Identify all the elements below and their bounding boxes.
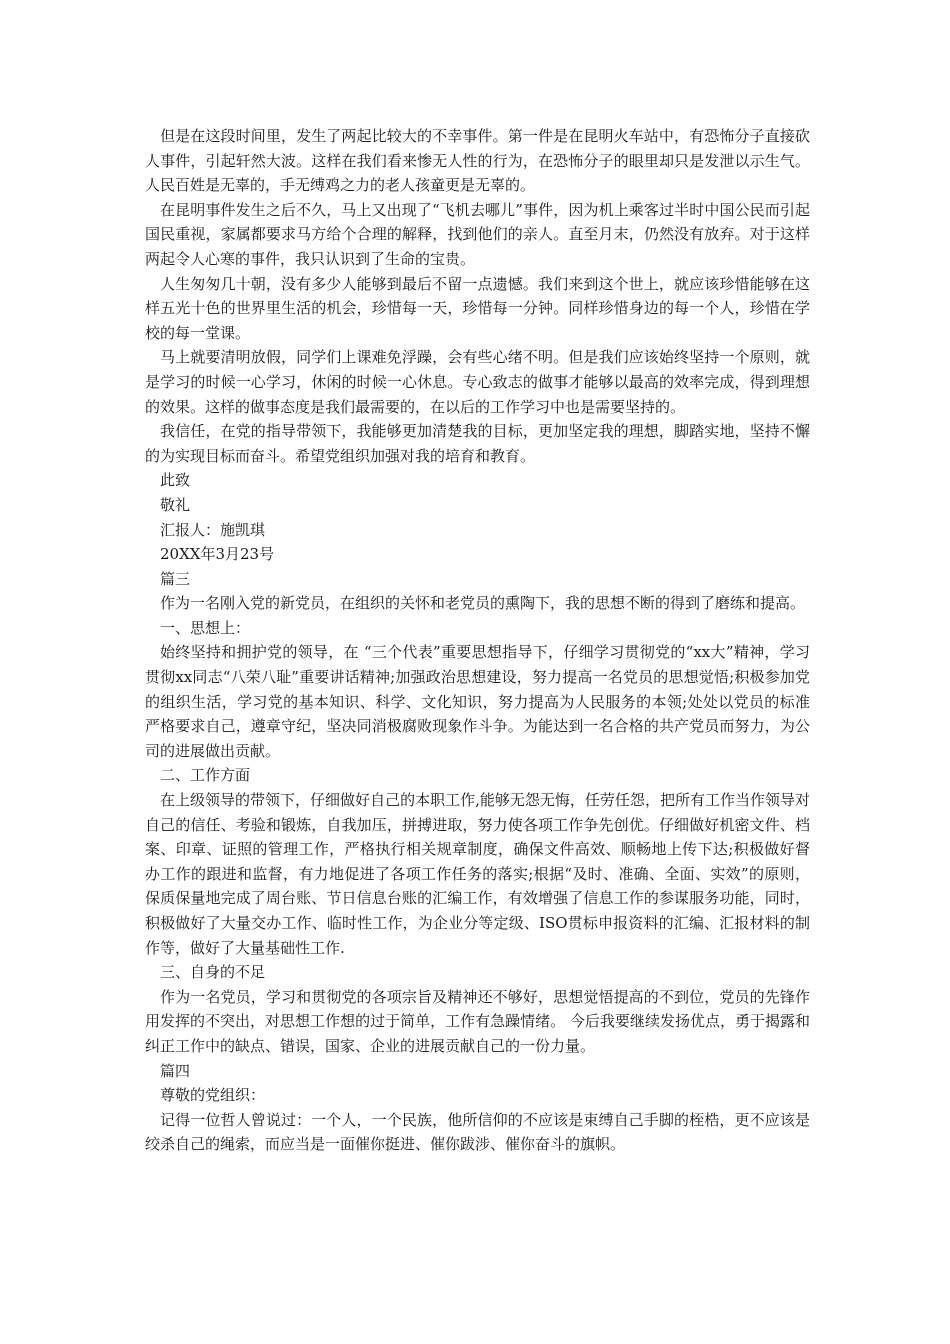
subheading-thought: 一、思想上： [160,618,251,637]
paragraph-cherish-life: 人生匆匆几十朝，没有多少人能够到最后不留一点遗憾。我们来到这个世上，就应该珍惜能够在这样五光十色的世界里生活的机会，珍惜每一天，珍惜每一分钟。同样珍惜身边的每一个人，珍惜在学校的每一堂课。 [145,274,810,342]
closing-jingli: 敬礼 [160,495,191,514]
paragraph-thought: 始终坚持和拥护党的领导，在 “三个代表”重要思想指导下，仔细学习贯彻党的“xx大”精神，学习贯彻xx同志“八荣八耻”重要讲话精神;加强政治思想建设，努力提高一名党员的思想觉悟;积极参加党的组织生活，学习党的基本知识、科学、文化知识，努力提高为人民服务的本领;处处以党员的标准严格要求自己，遵章守纪，坚决同消极腐败现象作斗争。为能达到一名合格的共产党员而努力，为公司的进展做出贡献。 [145,643,810,760]
paragraph-work: 在上级领导的带领下，仔细做好自己的本职工作,能够无怨无悔，任劳任怨，把所有工作当作领导对自己的信任、考验和锻炼，自我加压，拼搏进取，努力使各项工作争先创优。仔细做好机密文件、档案、印章、证照的管理工作，严格执行相关规章制度，确保文件高效、顺畅地上传下达;积极做好督办工作的跟进和监督，有力地促进了各项工作任务的落实;根据“及时、准确、全面、实效”的原则，保质保量地完成了周台账、节日信息台账的汇编工作，有效增强了信息工作的参谋服务功能，同时，积极做好了大量交办工作、临时性工作，为企业分等定级、ISO贯标申报资料的汇编、汇报材料的制作等，做好了大量基础性工作. [145,791,810,957]
section-heading-pian-san: 篇三 [160,569,191,588]
reporter-signature: 汇报人：施凯琪 [160,520,266,539]
subheading-work: 二、工作方面 [160,766,251,785]
closing-cizhi: 此致 [160,471,191,490]
paragraph-kunming-incident: 但是在这段时间里，发生了两起比较大的不幸事件。第一件是在昆明火车站中，有恐怖分子直接砍人事件，引起轩然大波。这样在我们看来惨无人性的行为，在恐怖分子的眼里却只是发泄以示生气。人民百姓是无辜的，手无缚鸡之力的老人孩童更是无辜的。 [145,127,810,195]
paragraph-philosopher-quote: 记得一位哲人曾说过：一个人，一个民族，他所信仰的不应该是束缚自己手脚的桎梏，更不应该是绞杀自己的绳索，而应当是一面催你挺进、催你跋涉、催你奋斗的旗帜。 [145,1110,810,1154]
paragraph-new-member-intro: 作为一名刚入党的新党员，在组织的关怀和老党员的熏陶下，我的思想不断的得到了磨练和提高。 [160,594,806,613]
section-heading-pian-si: 篇四 [160,1061,191,1080]
document-body [145,124,810,1157]
salutation: 尊敬的党组织： [160,1086,266,1105]
paragraph-belief: 我信任，在党的指导带领下，我能够更加清楚我的目标，更加坚定我的理想，脚踏实地，坚持不懈的为实现目标而奋斗。希望党组织加强对我的培育和教育。 [145,422,810,465]
subheading-shortcomings: 三、自身的不足 [160,963,266,982]
paragraph-shortcomings: 作为一名党员，学习和贯彻党的各项宗旨及精神还不够好，思想觉悟提高的不到位，党员的先锋作用发挥的不突出，对思想工作想的过于简单，工作有急躁情绪。 今后我要继续发扬优点，勇于揭露和纠正工作中的缺点、错误，国家、企业的进展贡献自己的一份力量。 [145,987,810,1055]
paragraph-qingming-study: 马上就要清明放假，同学们上课难免浮躁，会有些心绪不明。但是我们应该始终坚持一个原则，就是学习的时候一心学习，休闲的时候一心休息。专心致志的做事才能够以最高的效率完成，得到理想的效果。这样的做事态度是我们最需要的，在以后的工作学习中也是需要坚持的。 [145,348,810,416]
paragraph-plane-incident: 在昆明事件发生之后不久，马上又出现了“飞机去哪儿”事件，因为机上乘客过半时中国公民而引起国民重视，家属都要求马方给个合理的解释，找到他们的亲人。直至月末，仍然没有放弃。对于这样两起令人心寒的事件，我只认识到了生命的宝贵。 [145,200,810,268]
report-date: 20XX年3月23号 [160,545,275,564]
